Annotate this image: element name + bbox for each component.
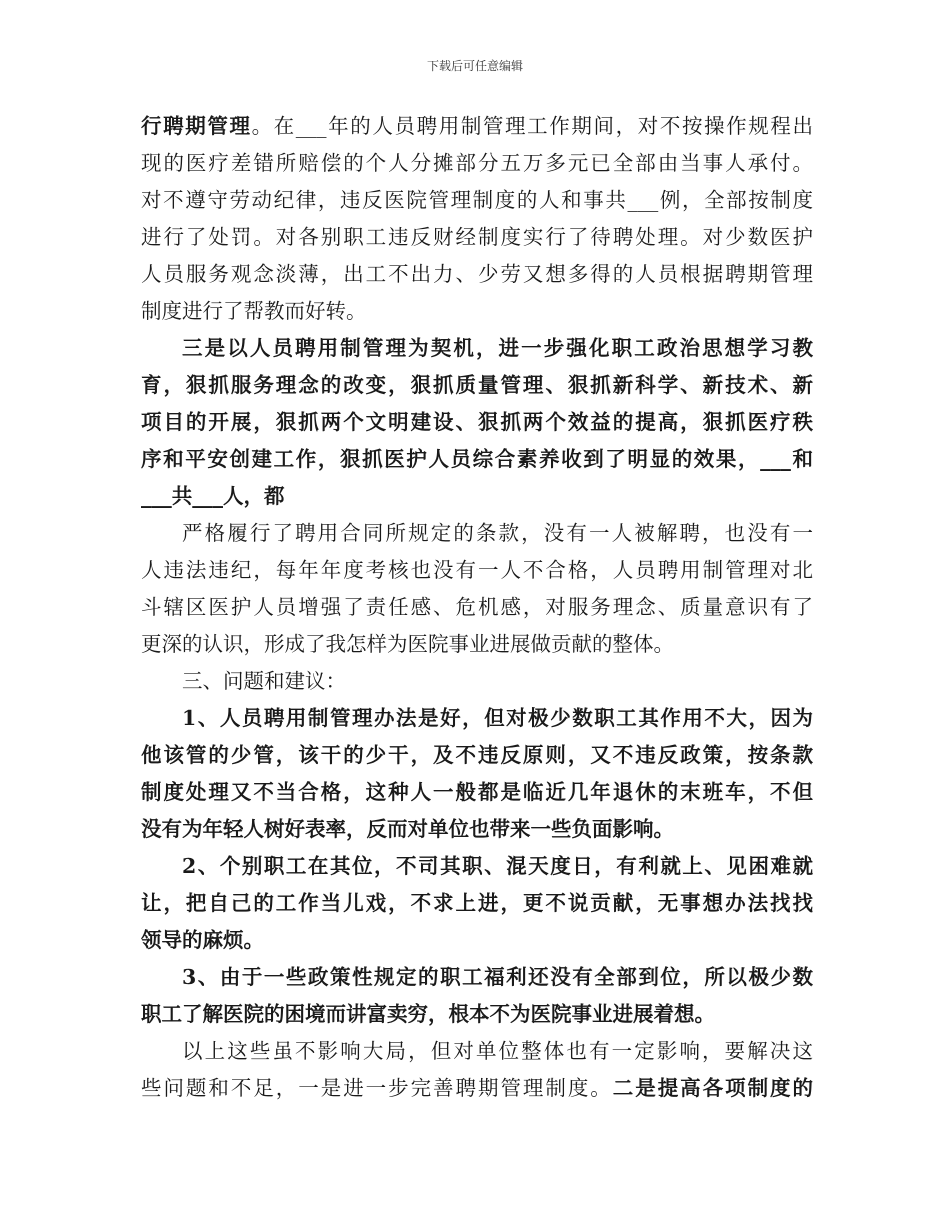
text-line: 制度处理又不当合格，这种人一般都是临近几年退休的末班车，不但 bbox=[141, 780, 813, 804]
text-line: 更深的认识，形成了我怎样为医院事业进展做贡献的整体。 bbox=[141, 632, 674, 656]
text-line: 领导的麻烦。 bbox=[141, 928, 264, 952]
text-run: 。在___年的人员聘用制管理工作期间，对不按操作规程出 bbox=[251, 114, 814, 138]
text-line: ___共___人，都 bbox=[141, 484, 285, 508]
document-body bbox=[141, 108, 813, 1107]
text-line: 以上这些虽不影响大局，但对单位整体也有一定影响，要解决这 bbox=[182, 1039, 813, 1063]
text-line: 序和平安创建工作，狠抓医护人员综合素养收到了明显的效果，___和 bbox=[141, 447, 813, 471]
text-line: 人员服务观念淡薄，出工不出力、少劳又想多得的人员根据聘期管理 bbox=[141, 262, 813, 286]
section-heading: 三、问题和建议： bbox=[182, 669, 346, 693]
bold-lead-text: 行聘期管理 bbox=[141, 114, 252, 138]
text-line: 人违法违纪，每年年度考核也没有一人不合格，人员聘用制管理对北 bbox=[141, 558, 813, 582]
text-line: 让，把自己的工作当儿戏，不求上进，更不说贡献，无事想办法找找 bbox=[141, 891, 813, 915]
text-line: 职工了解医院的困境而讲富卖穷，根本不为医院事业进展着想。 bbox=[141, 1002, 715, 1026]
text-line: 没有为年轻人树好表率，反而对单位也带来一些负面影响。 bbox=[141, 817, 674, 841]
text-run: 些问题和不足，一是进一步完善聘期管理制度。 bbox=[141, 1076, 613, 1100]
text-line: 进行了处罚。对各别职工违反财经制度实行了待聘处理。对少数医护 bbox=[141, 225, 813, 249]
text-line: 项目的开展，狠抓两个文明建设、狠抓两个效益的提高，狠抓医疗秩 bbox=[141, 410, 813, 434]
text-line: 现的医疗差错所赔偿的个人分摊部分五万多元已全部由当事人承付。 bbox=[141, 151, 813, 175]
text-line bbox=[141, 108, 813, 145]
text-line: 三是以人员聘用制管理为契机，进一步强化职工政治思想学习教 bbox=[182, 336, 813, 360]
text-line: 他该管的少管，该干的少干，及不违反原则，又不违反政策，按条款 bbox=[141, 743, 813, 767]
text-line: 制度进行了帮教而好转。 bbox=[141, 299, 367, 323]
text-line: 3、由于一些政策性规定的职工福利还没有全部到位，所以极少数 bbox=[182, 965, 813, 989]
text-line bbox=[141, 1070, 813, 1107]
text-line: 育，狠抓服务理念的改变，狠抓质量管理、狠抓新科学、新技术、新 bbox=[141, 373, 813, 397]
page-header: 下载后可任意编辑 bbox=[426, 59, 523, 73]
bold-trailing-text: 二是提高各项制度的 bbox=[612, 1076, 814, 1100]
text-line: 严格履行了聘用合同所规定的条款，没有一人被解聘，也没有一 bbox=[182, 521, 813, 545]
text-line: 对不遵守劳动纪律，违反医院管理制度的人和事共___例，全部按制度 bbox=[141, 188, 813, 212]
text-line: 斗辖区医护人员增强了责任感、危机感，对服务理念、质量意识有了 bbox=[141, 595, 813, 619]
text-line: 1、人员聘用制管理办法是好，但对极少数职工其作用不大，因为 bbox=[182, 706, 813, 730]
text-line: 2、个别职工在其位，不司其职、混天度日，有利就上、见困难就 bbox=[182, 854, 813, 878]
